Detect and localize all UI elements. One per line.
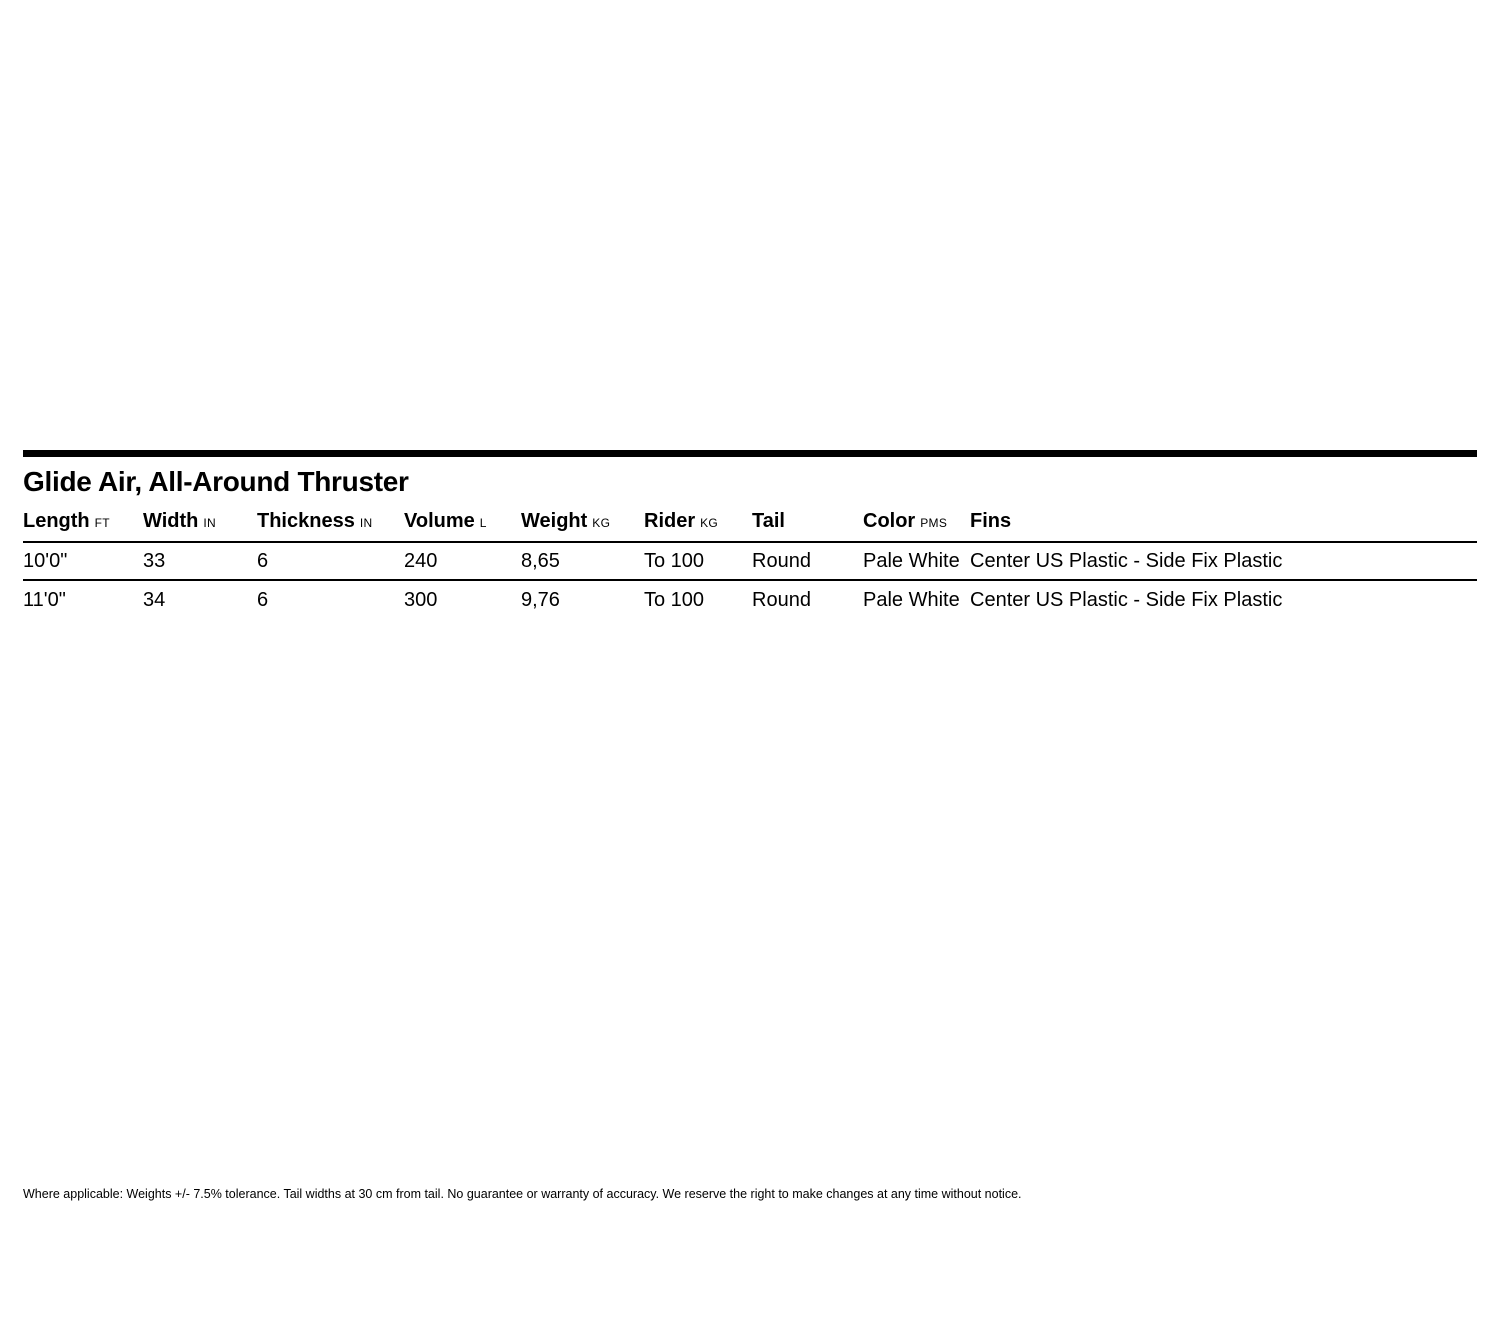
col-header-volume-unit: L: [479, 516, 487, 530]
page-title: Glide Air, All-Around Thruster: [23, 466, 409, 497]
cell-fins: Center US Plastic - Side Fix Plastic: [970, 549, 1283, 572]
col-header-tail-label: Tail: [752, 510, 785, 532]
col-header-width-unit: IN: [203, 516, 216, 530]
col-header-rider-unit: KG: [700, 516, 719, 530]
spec-sheet: [23, 450, 1477, 619]
col-header-tail: [752, 510, 863, 533]
cell-tail: Round: [752, 588, 811, 611]
cell-volume: 240: [404, 549, 438, 572]
cell-volume: 300: [404, 588, 438, 611]
cell-rider: To 100: [644, 549, 705, 572]
col-header-rider: [644, 510, 752, 533]
col-header-volume: [404, 510, 521, 533]
col-header-width: [143, 510, 257, 533]
col-header-color-label: Color: [863, 510, 916, 532]
col-header-thickness-label: Thickness: [257, 510, 355, 532]
col-header-width-label: Width: [143, 510, 199, 532]
col-header-fins: [970, 510, 1477, 533]
table-row: [23, 581, 1477, 619]
col-header-length-unit: FT: [94, 516, 110, 530]
col-header-thickness: [257, 510, 404, 533]
table-header-row: [23, 504, 1477, 543]
cell-length: 11'0": [23, 588, 66, 611]
col-header-color: [863, 510, 970, 533]
cell-width: 33: [143, 549, 166, 572]
col-header-thickness-unit: IN: [359, 516, 373, 530]
disclaimer-note: Where applicable: Weights +/- 7.5% tolerance. Tail widths at 30 cm from tail. No guarantee or warranty of accuracy. We reserve the right to make changes at any time without notice.: [23, 1187, 1022, 1201]
cell-tail: Round: [752, 549, 811, 572]
cell-length: 10'0": [23, 549, 68, 572]
col-header-rider-label: Rider: [644, 510, 696, 532]
cell-weight: 9,76: [521, 588, 560, 611]
col-header-length-label: Length: [23, 510, 90, 532]
col-header-length: [23, 510, 143, 533]
cell-color: Pale White: [863, 588, 960, 611]
cell-rider: To 100: [644, 588, 705, 611]
col-header-weight: [521, 510, 644, 533]
cell-thickness: 6: [257, 549, 269, 572]
col-header-weight-unit: KG: [592, 516, 611, 530]
cell-fins: Center US Plastic - Side Fix Plastic: [970, 588, 1283, 611]
table-row: [23, 543, 1477, 581]
col-header-fins-label: Fins: [970, 510, 1012, 532]
cell-color: Pale White: [863, 549, 960, 572]
top-divider-rule: [23, 450, 1477, 457]
cell-width: 34: [143, 588, 166, 611]
cell-thickness: 6: [257, 588, 269, 611]
cell-weight: 8,65: [521, 549, 560, 572]
col-header-weight-label: Weight: [521, 510, 588, 532]
col-header-color-unit: PMS: [920, 516, 948, 530]
col-header-volume-label: Volume: [404, 510, 475, 532]
